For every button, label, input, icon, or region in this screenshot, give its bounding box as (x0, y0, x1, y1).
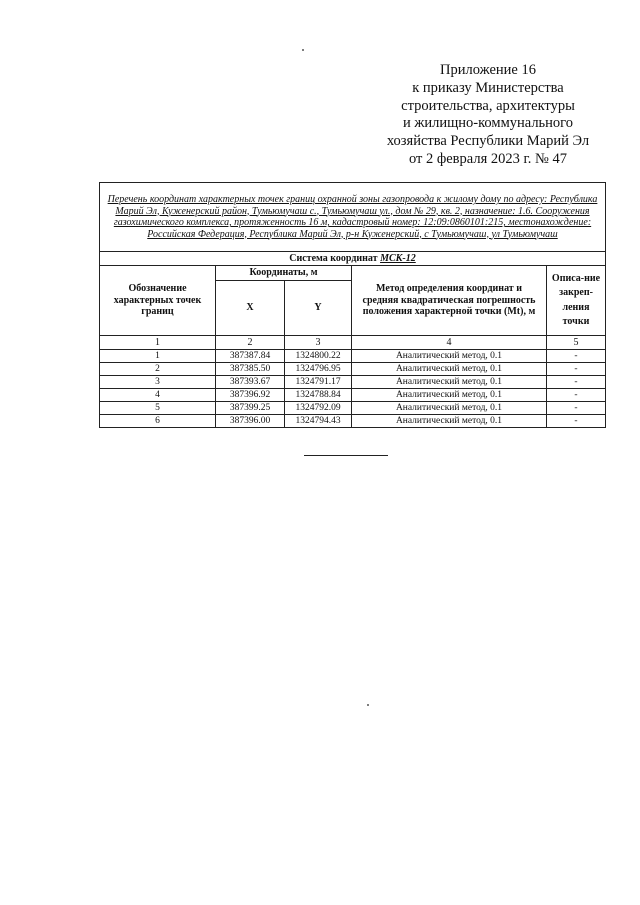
method-cell: Аналитический метод, 0.1 (352, 363, 547, 376)
scan-speck (367, 704, 369, 706)
table-row (100, 402, 606, 415)
method-cell: Аналитический метод, 0.1 (352, 389, 547, 402)
y-cell: 1324800.22 (285, 350, 352, 363)
description-cell: - (547, 350, 606, 363)
header-line: и жилищно-коммунального (402, 115, 574, 132)
header-line: к приказу Министерства (412, 79, 564, 96)
coordinates-table (99, 182, 606, 428)
coordinate-system-label: Система координат (289, 252, 378, 264)
header-line: строительства, архитектуры (401, 97, 575, 114)
header-line: от 2 февраля 2023 г. № 47 (408, 150, 568, 167)
method-cell: Аналитический метод, 0.1 (352, 350, 547, 363)
table-row (100, 376, 606, 389)
table-row (100, 363, 606, 376)
method-cell: Аналитический метод, 0.1 (352, 376, 547, 389)
header-line: Приложение 16 (440, 62, 536, 78)
header-description: Описа-ние закреп-ления точки (547, 266, 606, 336)
table-row (100, 350, 606, 363)
y-cell: 1324788.84 (285, 389, 352, 402)
x-cell: 387385.50 (216, 363, 285, 376)
description-cell: - (547, 415, 606, 428)
x-cell: 387399.25 (216, 402, 285, 415)
point-cell: 5 (100, 402, 216, 415)
point-cell: 6 (100, 415, 216, 428)
column-number: 5 (547, 336, 606, 350)
description-cell: - (547, 389, 606, 402)
header-point: Обозначение характерных точек границ (100, 266, 216, 336)
header-line: хозяйства Республики Марий Эл (386, 133, 590, 150)
coordinate-system-row (100, 252, 606, 266)
y-cell: 1324792.09 (285, 402, 352, 415)
coordinate-system-value: МСК-12 (380, 252, 416, 264)
header-y: Y (285, 281, 352, 336)
header-coordinates: Координаты, м (216, 266, 352, 281)
method-cell: Аналитический метод, 0.1 (352, 402, 547, 415)
document-header (365, 62, 611, 169)
description-cell: - (547, 402, 606, 415)
description-cell: - (547, 363, 606, 376)
table-row (100, 389, 606, 402)
x-cell: 387396.00 (216, 415, 285, 428)
point-cell: 1 (100, 350, 216, 363)
point-cell: 4 (100, 389, 216, 402)
description-cell: - (547, 376, 606, 389)
y-cell: 1324791.17 (285, 376, 352, 389)
column-number: 1 (100, 336, 216, 350)
scan-speck (302, 49, 304, 51)
y-cell: 1324794.43 (285, 415, 352, 428)
x-cell: 387396.92 (216, 389, 285, 402)
closing-rule (304, 455, 388, 456)
table-row (100, 415, 606, 428)
column-number: 2 (216, 336, 285, 350)
method-cell: Аналитический метод, 0.1 (352, 415, 547, 428)
header-method: Метод определения координат и средняя квадратическая погрешность положения характерной точки (Mt), м (352, 266, 547, 336)
x-cell: 387387.84 (216, 350, 285, 363)
column-number: 4 (352, 336, 547, 350)
point-cell: 2 (100, 363, 216, 376)
y-cell: 1324796.95 (285, 363, 352, 376)
column-number: 3 (285, 336, 352, 350)
x-cell: 387393.67 (216, 376, 285, 389)
table-caption: Перечень координат характерных точек границ охранной зоны газопровода к жилому дому по адресу: Республика Марий Эл, Куженерский район, Тумьюмучаш с., Тумьюмучаш ул., дом № 29, кв. 2, назначение: 1.6. Сооружения газохимического комплекса, протяженность 16 м, кадастровый номер: 12:09:0860101:215, местонахождение: Российская Федерация, Республика Марий Эл, р-н Куженерский, с Тумьюмучаш, ул Тумьюмучаш (100, 183, 606, 252)
header-x: X (216, 281, 285, 336)
point-cell: 3 (100, 376, 216, 389)
